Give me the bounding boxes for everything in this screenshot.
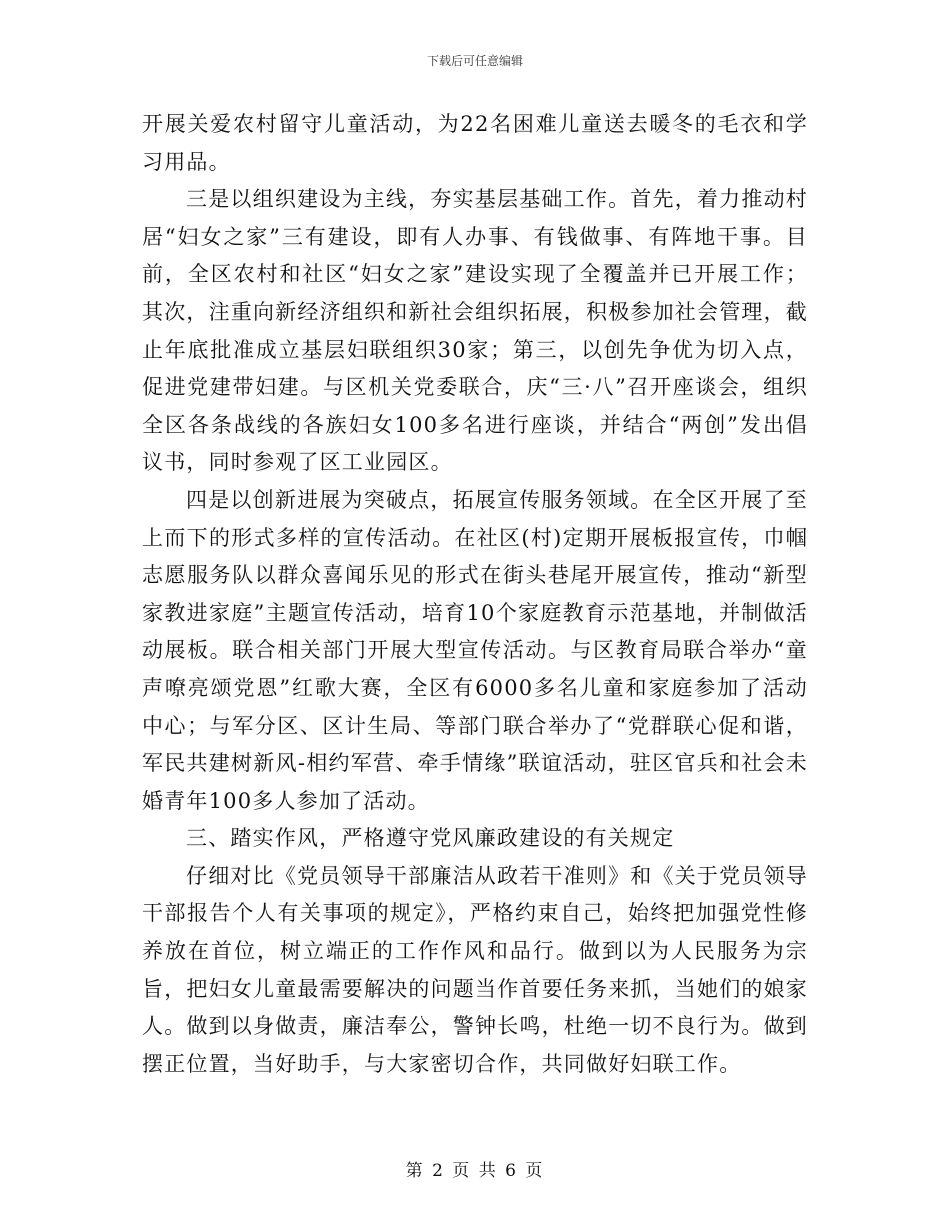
document-body — [142, 106, 808, 1083]
paragraph-1: 开展关爱农村留守儿童活动，为22名困难儿童送去暖冬的毛衣和学习用品。 — [142, 112, 808, 174]
paragraph-2: 三是以组织建设为主线，夯实基层基础工作。首先，着力推动村居“妇女之家”三有建设，即有人办事、有钱做事、有阵地干事。目前，全区农村和社区“妇女之家”建设实现了全覆盖并已开展工作；其次，注重向新经济组织和新社会组织拓展，积极参加社会管理，截止年底批准成立基层妇联组织30家；第三，以创先争优为切入点，促进党建带妇建。与区机关党委联合，庆“三·八”召开座谈会，组织全区各条战线的各族妇女100多名进行座谈，并结合“两创”发出倡议书，同时参观了区工业园区。 — [142, 187, 808, 475]
paragraph-3: 四是以创新进展为突破点，拓展宣传服务领域。在全区开展了至上而下的形式多样的宣传活动。在社区(村)定期开展板报宣传，巾帼志愿服务队以群众喜闻乐见的形式在街头巷尾开展宣传，推动“新型家教进家庭”主题宣传活动，培育10个家庭教育示范基地，并制做活动展板。联合相关部门开展大型宣传活动。与区教育局联合举办“童声嘹亮颂党恩”红歌大赛，全区有6000多名儿童和家庭参加了活动中心；与军分区、区计生局、等部门联合举办了“党群联心促和谐，军民共建树新风-相约军营、牵手情缘”联谊活动，驻区官兵和社会未婚青年100多人参加了活动。 — [142, 487, 808, 813]
section-heading: 三、踏实作风，严格遵守党风廉政建设的有关规定 — [186, 826, 675, 851]
page-footer: 第 2 页 共 6 页 — [405, 1161, 545, 1181]
header-note: 下载后可任意编辑 — [426, 54, 523, 68]
paragraph-5: 仔细对比《党员领导干部廉洁从政若干准则》和《关于党员领导干部报告个人有关事项的规定》，严格约束自己，始终把加强党性修养放在首位，树立端正的工作作风和品行。做到以为人民服务为宗旨，把妇女儿童最需要解决的问题当作首要任务来抓，当她们的娘家人。做到以身做责，廉洁奉公，警钟长鸣，杜绝一切不良行为。做到摆正位置，当好助手，与大家密切合作，共同做好妇联工作。 — [142, 863, 808, 1076]
